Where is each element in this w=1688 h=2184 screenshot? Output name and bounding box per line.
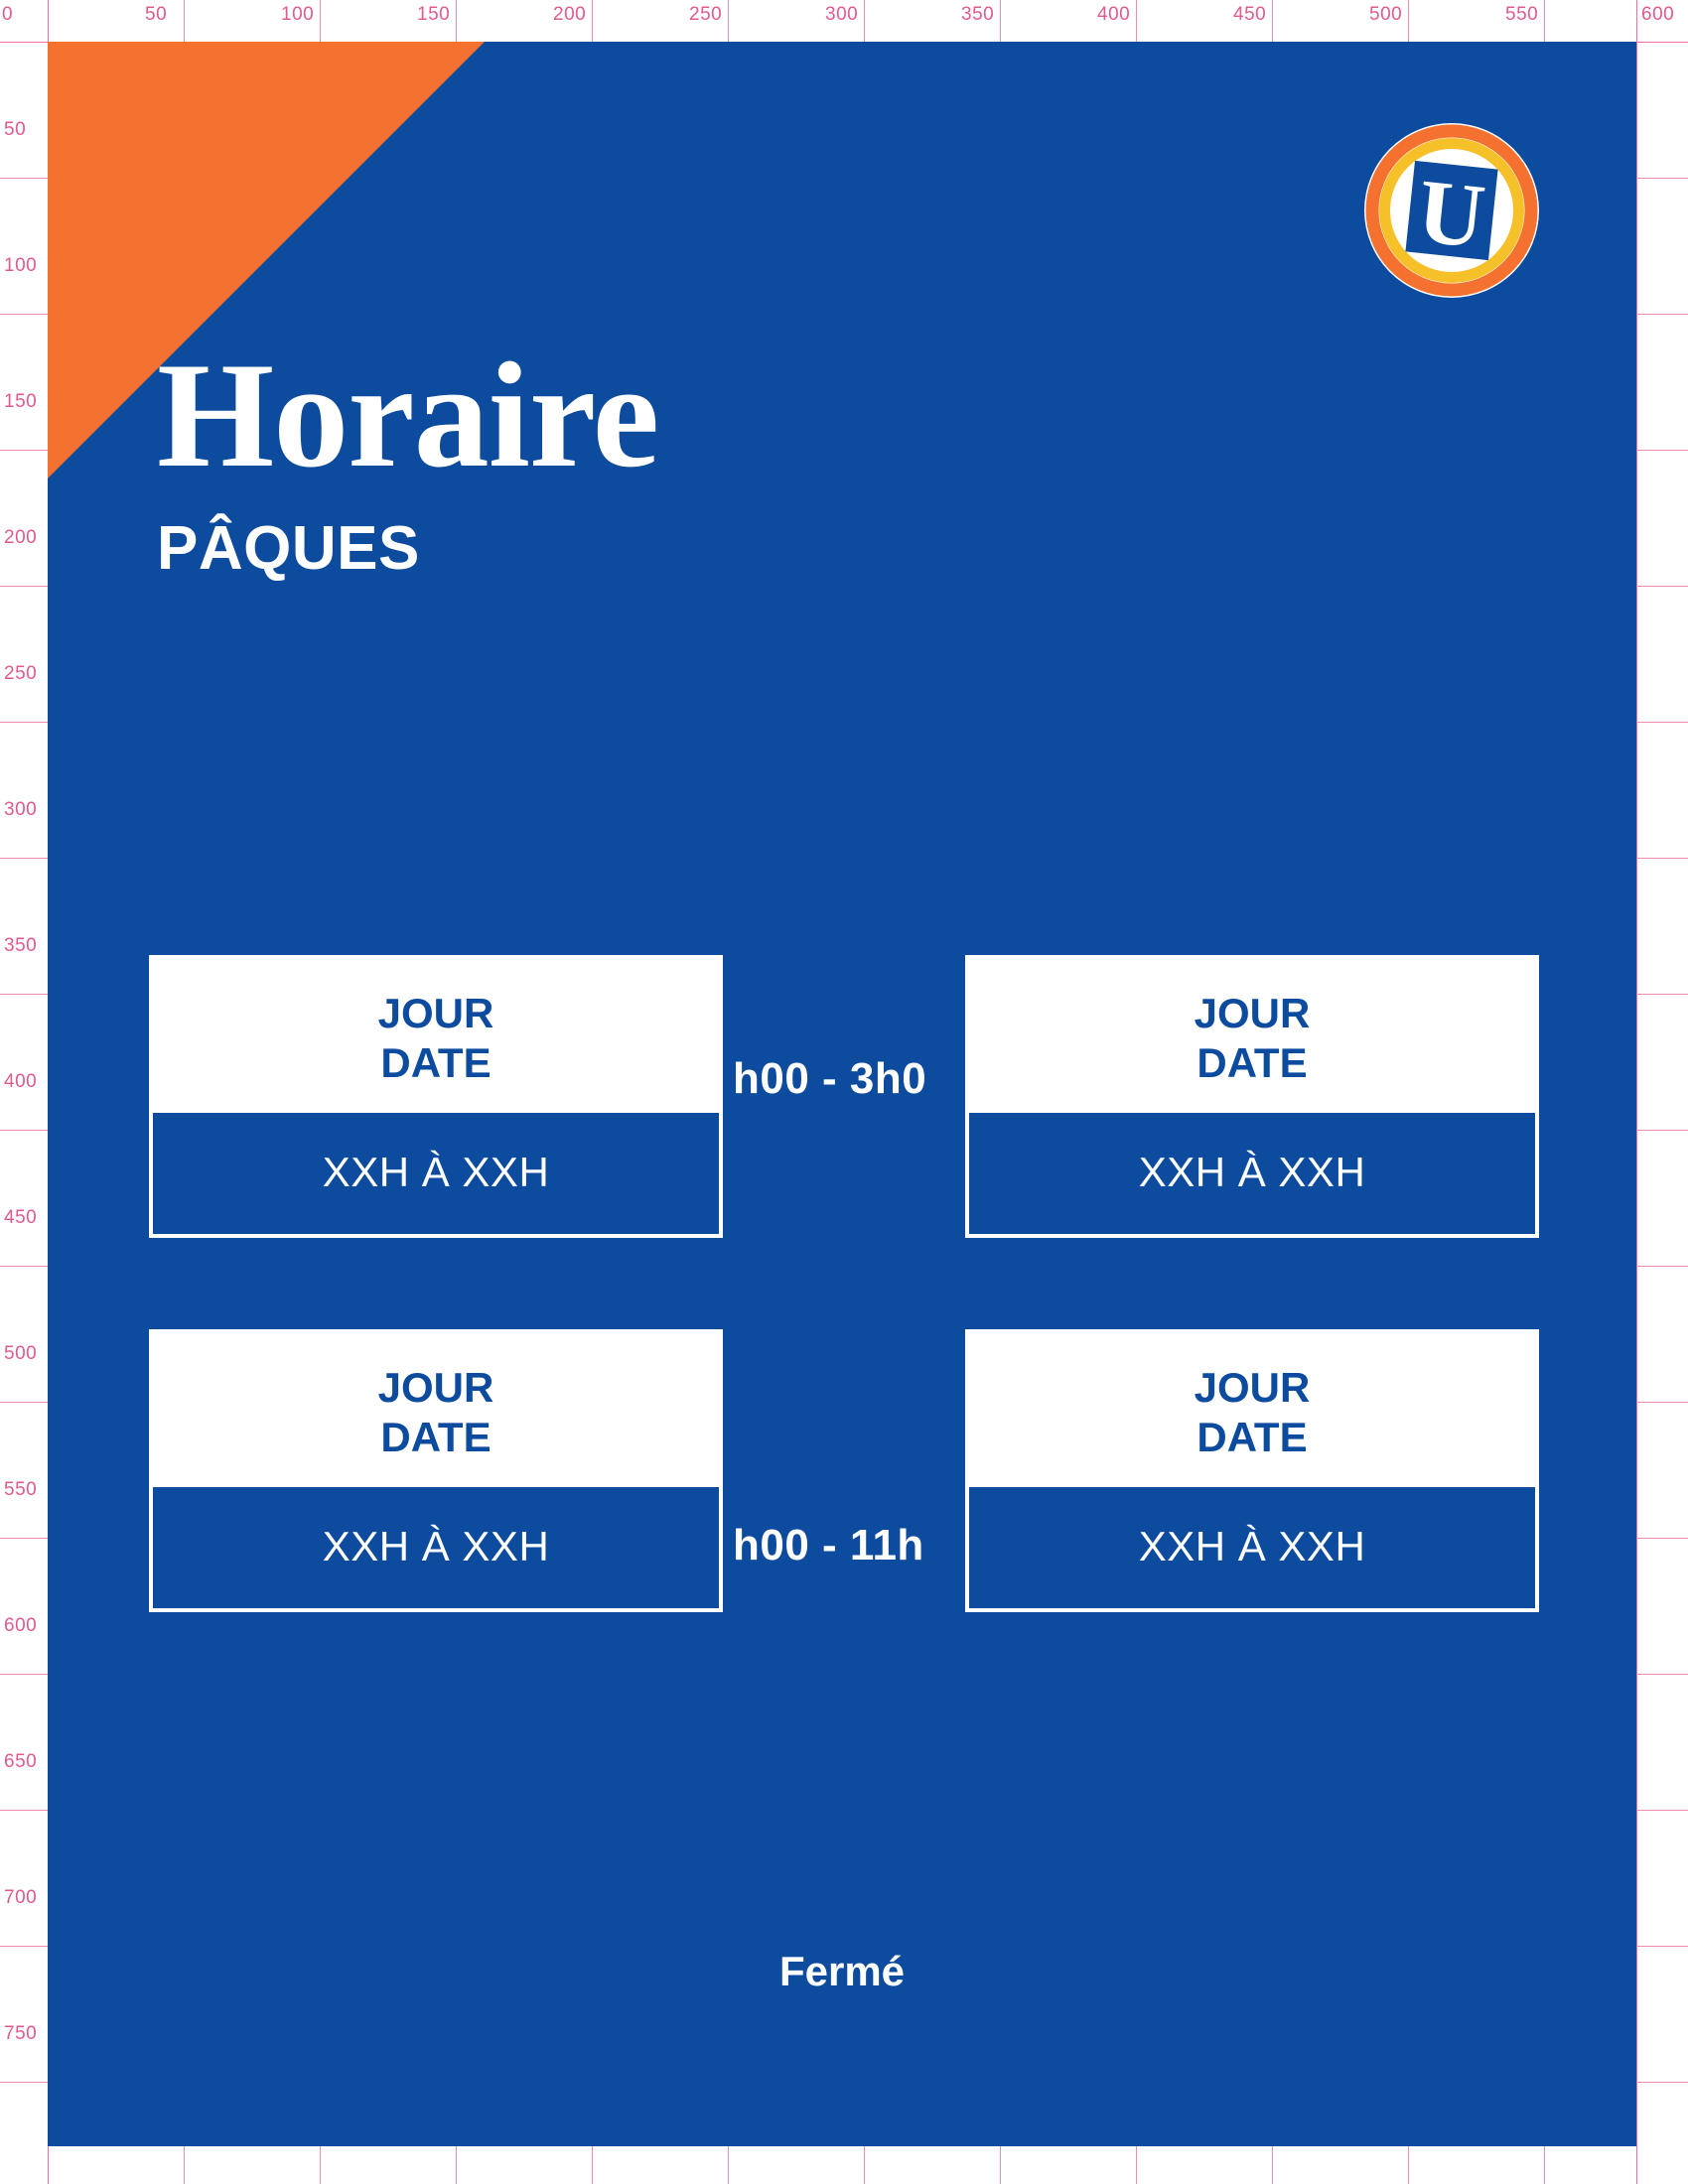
day-hours[interactable]: XXH À XXH [965, 1113, 1539, 1238]
svg-text:U: U [1413, 159, 1490, 268]
ruler-tick-top: 400 [1097, 4, 1131, 25]
u-logo [1362, 121, 1541, 300]
day-name: JOUR [377, 990, 494, 1036]
ruler-tick-top: 200 [553, 4, 587, 25]
ruler-tick-left: 600 [4, 1615, 38, 1636]
ruler-tick-left: 200 [4, 527, 38, 548]
ruler-tick-top: 150 [417, 4, 451, 25]
ruler-tick-top: 500 [1369, 4, 1403, 25]
ruler-tick-top: 0 [2, 4, 14, 25]
day-date: DATE [380, 1413, 492, 1460]
ruler-tick-left: 300 [4, 799, 38, 820]
ruler-tick-left: 400 [4, 1071, 38, 1092]
ruler-tick-left: 650 [4, 1751, 38, 1772]
poster-artboard[interactable] [48, 42, 1636, 2146]
page-title[interactable]: Horaire [157, 332, 659, 498]
ruler-tick-left: 150 [4, 391, 38, 412]
floating-time-text[interactable]: h00 - 3h0 [733, 1054, 927, 1103]
day-date: DATE [1196, 1413, 1308, 1460]
day-date: DATE [380, 1038, 492, 1086]
ruler-tick-left: 350 [4, 935, 38, 956]
ruler-tick-top: 100 [281, 4, 315, 25]
ruler-tick-top: 600 [1641, 4, 1675, 25]
day-card-header[interactable] [965, 1329, 1539, 1487]
ruler-tick-left: 750 [4, 2023, 38, 2044]
day-name: JOUR [377, 1364, 494, 1412]
ruler-tick-left: 450 [4, 1207, 38, 1228]
ruler-tick-left: 100 [4, 255, 38, 276]
title-block [157, 332, 1348, 583]
day-name: JOUR [1194, 1364, 1311, 1412]
ruler-tick-left: 50 [4, 119, 27, 140]
day-hours[interactable]: XXH À XXH [149, 1113, 723, 1238]
day-card-header[interactable] [149, 955, 723, 1113]
ruler-tick-top: 50 [145, 4, 168, 25]
day-card-header[interactable] [149, 1329, 723, 1487]
page-subtitle[interactable]: PÂQUES [157, 514, 420, 583]
gridline-vertical [1636, 0, 1637, 2184]
floating-time-text[interactable]: h00 - 11h [733, 1521, 924, 1570]
ruler-tick-top: 350 [961, 4, 995, 25]
ruler-tick-left: 700 [4, 1887, 38, 1908]
ruler-tick-top: 250 [689, 4, 723, 25]
day-card[interactable] [149, 955, 723, 1238]
ruler-tick-left: 250 [4, 663, 38, 684]
ruler-tick-top: 450 [1233, 4, 1267, 25]
day-hours[interactable]: XXH À XXH [965, 1487, 1539, 1612]
ruler-tick-top: 300 [825, 4, 859, 25]
ruler-tick-left: 550 [4, 1479, 38, 1500]
day-card[interactable] [965, 955, 1539, 1238]
ruler-tick-left: 500 [4, 1343, 38, 1364]
day-card[interactable] [149, 1329, 723, 1612]
day-hours[interactable]: XXH À XXH [149, 1487, 723, 1612]
day-card-header[interactable] [965, 955, 1539, 1113]
day-name: JOUR [1194, 990, 1311, 1036]
day-date: DATE [1196, 1038, 1308, 1086]
ruler-tick-top: 550 [1505, 4, 1539, 25]
closed-note[interactable]: Fermé [778, 1948, 906, 1994]
day-card[interactable] [965, 1329, 1539, 1612]
